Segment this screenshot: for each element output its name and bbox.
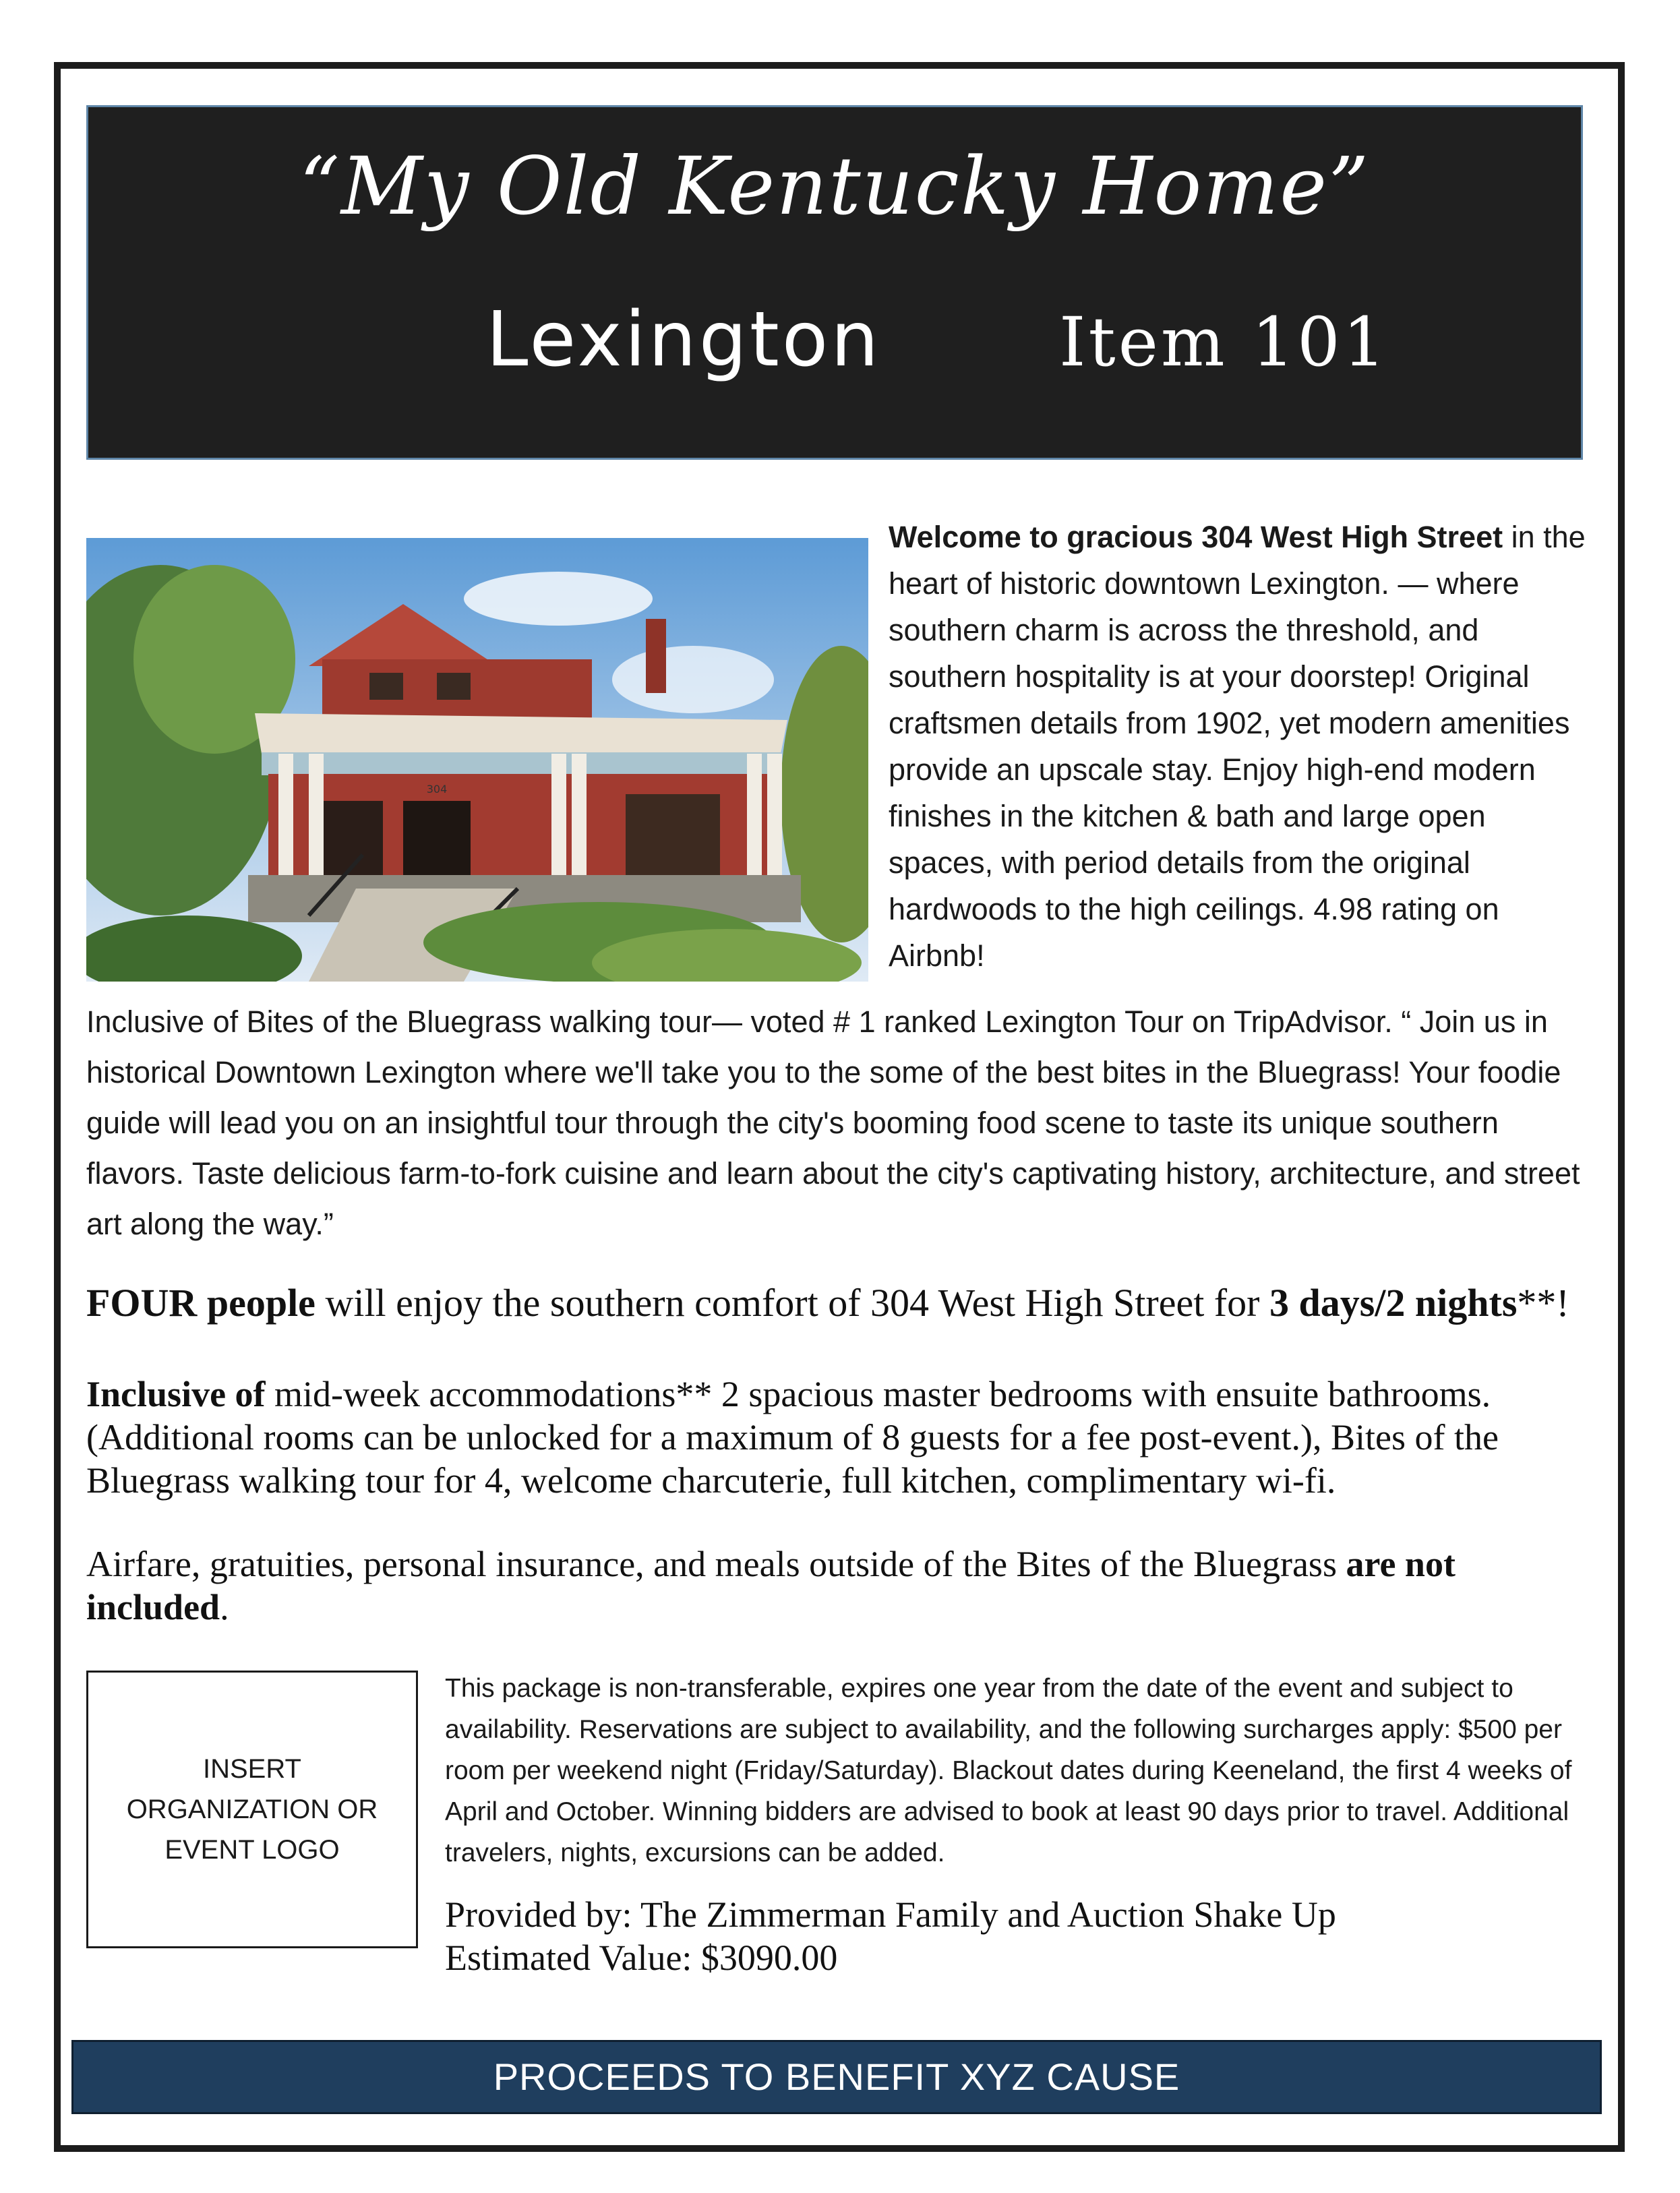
exclusions-paragraph [86,1542,1603,1629]
logo-placeholder [86,1671,418,1948]
porch-address-sign: 304 [426,783,448,795]
offer-text: will enjoy the southern comfort of 304 West High Street for [315,1281,1269,1325]
estimated-value: Estimated Value: $3090.00 [445,1937,838,1978]
exclusions-text: Airfare, gratuities, personal insurance, and meals outside of the Bites of the Bluegrass [86,1544,1346,1584]
logo-line-1: INSERT [203,1754,301,1784]
inclusions-paragraph [86,1373,1603,1502]
intro-text: in the heart of historic downtown Lexington. — where southern charm is across the threshold, and southern hospitality is at your doorstep! Original craftsmen details from 1902, yet modern amenities provide an upscale stay. Enjoy high-end modern finishes in the kitchen & bath and large open spaces, with period details from the original hardwoods to the high ceilings. 4.98 rating on Airbnb! [889,520,1586,973]
offer-paragraph [86,1280,1603,1327]
banner-title: “My Old Kentucky Home” [299,140,1371,233]
benefit-footer-banner: PROCEEDS TO BENEFIT XYZ CAUSE [71,2040,1602,2114]
logo-line-2: ORGANIZATION OR [126,1795,378,1824]
offer-end: **! [1517,1281,1569,1325]
inclusions-lead: Inclusive of [86,1374,266,1414]
exclusions-end: . [220,1587,229,1627]
offer-duration: 3 days/2 nights [1269,1281,1518,1325]
intro-address-lead: Welcome to gracious 304 West High Street [889,520,1503,554]
logo-line-3: EVENT LOGO [164,1835,340,1865]
banner-city: Lexington [486,296,882,384]
inclusions-text: mid-week accommodations** 2 spacious master bedrooms with ensuite bathrooms. (Additional rooms can be unlocked for a maximum of 8 guests for a fee post-event.), Bites of the Bluegrass walking tour for 4, welcome charcuterie, full kitchen, complimentary wi-fi. [86,1374,1499,1501]
provider-block [445,1893,1336,1979]
intro-paragraph [889,514,1596,979]
terms-paragraph: This package is non-transferable, expires one year from the date of the event and subject to availability. Reservations are subject to availability, and the following surcharges apply: $500 per room per weekend night (Friday/Saturday). Blackout dates during Keeneland, the first 4 weeks of April and October. Winning bidders are advised to book at least 90 days prior to travel. Additional travelers, nights, excursions can be added. [445,1674,1572,1867]
banner-item-number: Item 101 [1059,303,1389,382]
exclusions-bold: are not included [86,1544,1456,1627]
title-banner [86,105,1583,460]
tour-paragraph: Inclusive of Bites of the Bluegrass walking tour— voted # 1 ranked Lexington Tour on TripAdvisor. “ Join us in historical Downtown Lexington where we'll take you to the some of the best bites in the Bluegrass! Your foodie guide will lead you on an insightful tour through the city's booming food scene to taste its unique southern flavors. Taste delicious farm-to-fork cuisine and learn about the city's captivating history, architecture, and street art along the way.” [86,1004,1580,1241]
offer-people: FOUR people [86,1281,316,1325]
provided-by: Provided by: The Zimmerman Family and Auction Shake Up [445,1894,1336,1935]
house-photo [86,538,868,982]
